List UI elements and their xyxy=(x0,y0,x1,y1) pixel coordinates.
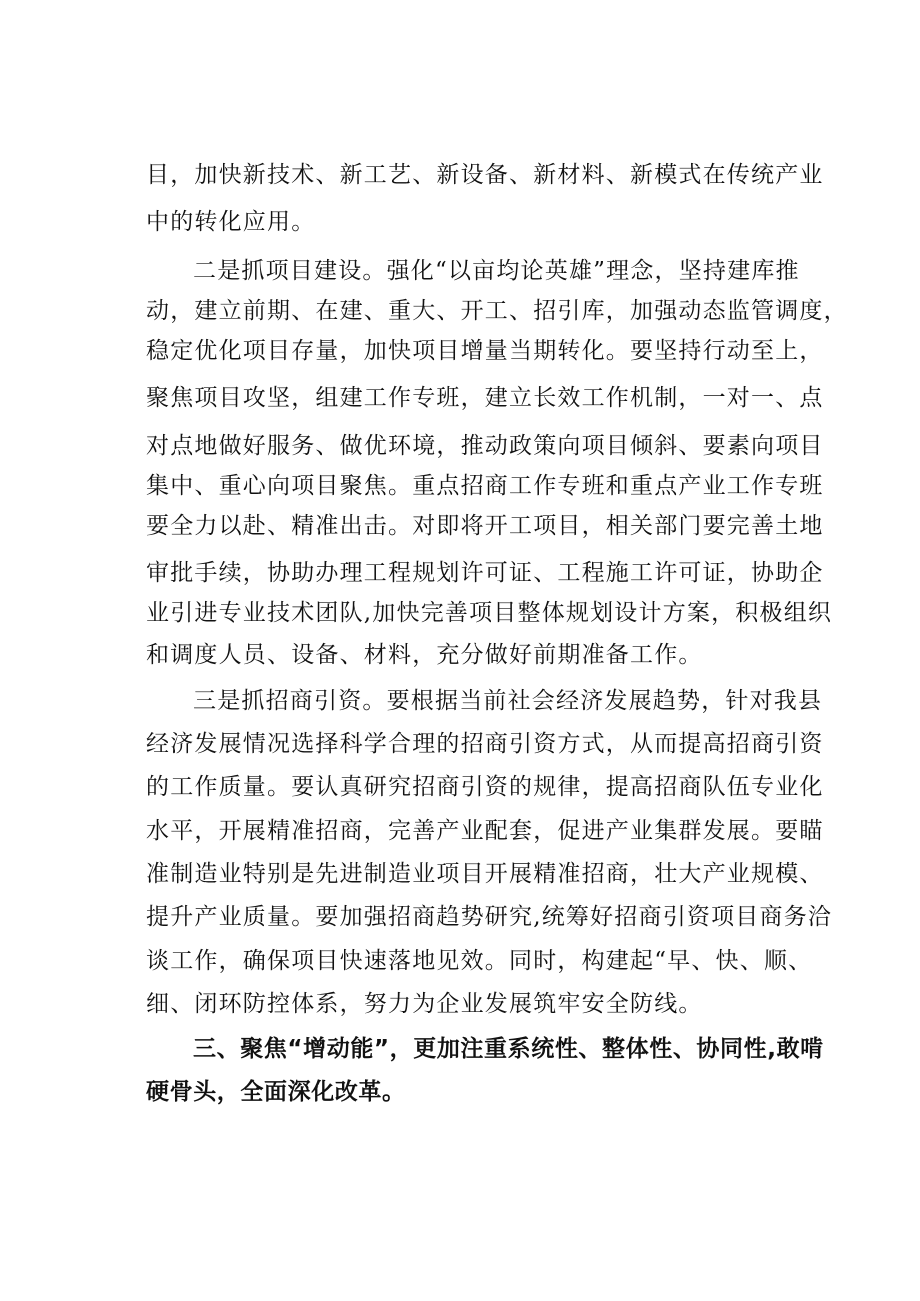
text-line: 对点地做好服务、做优环境，推动政策向项目倾斜、要素向项目 xyxy=(146,433,824,459)
section-heading: 硬骨头，全面深化改革。 xyxy=(146,1079,406,1105)
paragraph-first-line: 二是抓项目建设。强化“以亩均论英雄”理念，坚持建库推 xyxy=(193,258,800,284)
text-line: 谈工作，确保项目快速落地见效。同时，构建起“早、快、顺、 xyxy=(146,948,813,974)
text-line: 准制造业特别是先进制造业项目开展精准招商，壮大产业规模、 xyxy=(146,861,824,887)
text-line: 的工作质量。要认真研究招商引资的规律，提高招商队伍专业化 xyxy=(146,774,824,800)
text-line: 提升产业质量。要加强招商趋势研究,统筹好招商引资项目商务洽 xyxy=(146,904,833,930)
section-heading: 三、聚焦“增动能”，更加注重系统性、整体性、协同性,敢啃 xyxy=(193,1036,824,1062)
text-line: 经济发展情况选择科学合理的招商引资方式，从而提高招商引资 xyxy=(146,731,824,757)
text-line: 审批手续，协助办理工程规划许可证、工程施工许可证，协助企 xyxy=(146,560,824,586)
text-line: 目，加快新技术、新工艺、新设备、新材料、新模式在传统产业 xyxy=(146,162,824,188)
paragraph-first-line: 三是抓招商引资。要根据当前社会经济发展趋势，针对我县 xyxy=(193,688,823,714)
text-line: 要全力以赴、精准出击。对即将开工项目，相关部门要完善土地 xyxy=(146,513,824,539)
text-line: 和调度人员、设备、材料，充分做好前期准备工作。 xyxy=(146,642,703,668)
text-line: 动，建立前期、在建、重大、开工、招引库，加强动态监管调度， xyxy=(146,298,848,324)
text-line: 聚焦项目攻坚，组建工作专班，建立长效工作机制，一对一、点 xyxy=(146,385,824,411)
text-line: 细、闭环防控体系，努力为企业发展筑牢安全防线。 xyxy=(146,991,703,1017)
text-line: 业引进专业技术团队,加快完善项目整体规划设计方案，积极组织 xyxy=(146,600,833,626)
text-line: 水平，开展精准招商，完善产业配套，促进产业集群发展。要瞄 xyxy=(146,818,824,844)
text-line: 集中、重心向项目聚焦。重点招商工作专班和重点产业工作专班 xyxy=(146,473,824,499)
text-line: 稳定优化项目存量，加快项目增量当期转化。要坚持行动至上， xyxy=(146,338,824,364)
text-line: 中的转化应用。 xyxy=(146,209,316,235)
